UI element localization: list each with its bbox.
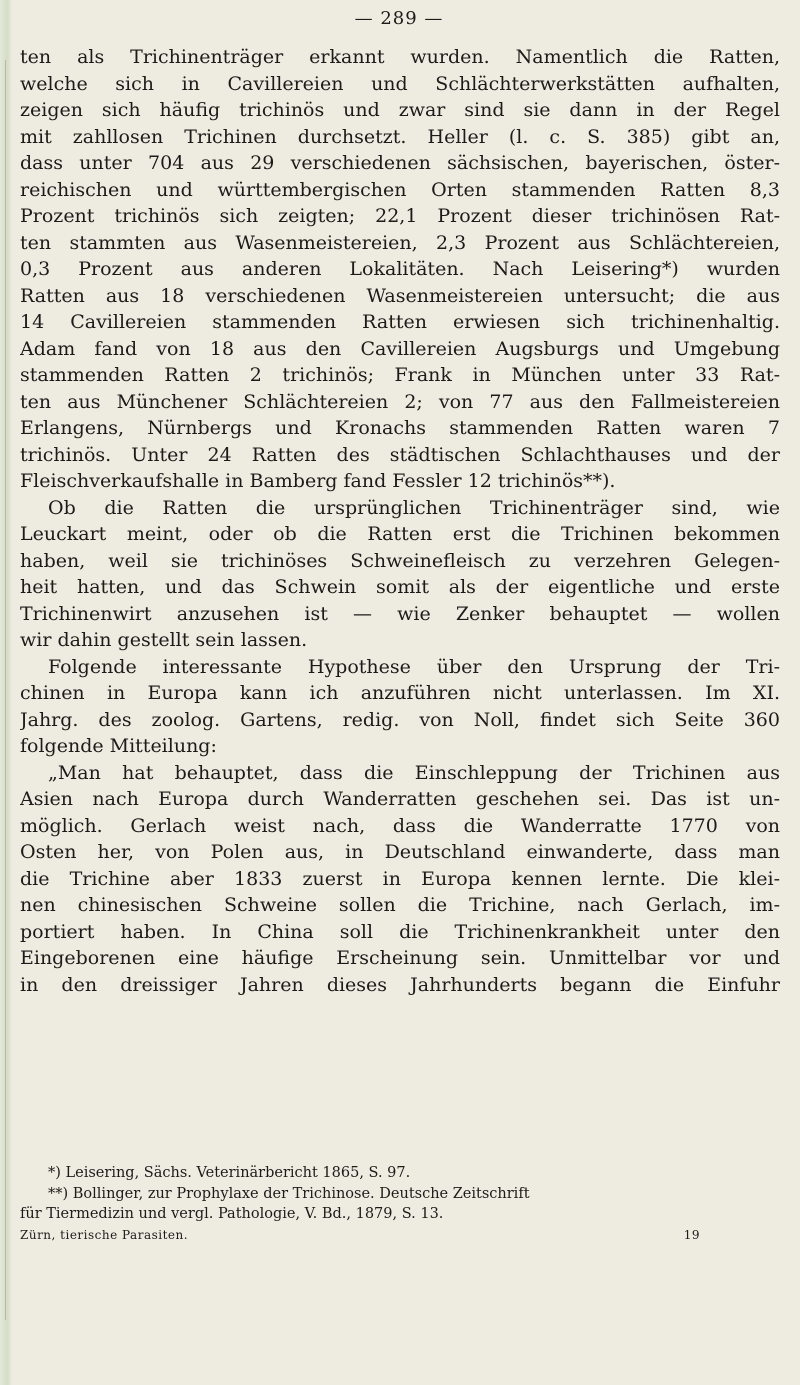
text-line: folgende Mitteilung: <box>20 735 217 757</box>
body-text <box>20 44 780 998</box>
text-line: Ob die Ratten die ursprünglichen Trichinenträger sind, wie <box>48 496 780 519</box>
text-line: Prozent trichinös sich zeigten; 22,1 Prozent dieser trichinösen Rat- <box>20 205 780 227</box>
text-line: Asien nach Europa durch Wanderratten geschehen sei. Das ist un- <box>20 788 780 810</box>
text-line: portiert haben. In China soll die Trichinenkrankheit unter den <box>20 920 780 943</box>
text-line: wir dahin gestellt sein lassen. <box>20 629 308 651</box>
text-line: trichinös. Unter 24 Ratten des städtischen Schlachthauses und der <box>20 443 780 466</box>
text-line: ten als Trichinenträger erkannt wurden. Namentlich die Ratten, <box>20 46 780 68</box>
text-line: heit hatten, und das Schwein somit als der eigentliche und erste <box>20 576 780 598</box>
text-line: ten aus Münchener Schlächtereien 2; von 77 aus den Fallmeistereien <box>20 390 780 413</box>
text-line: Folgende interessante Hypothese über den Ursprung der Tri- <box>48 655 780 678</box>
text-line: mit zahllosen Trichinen durchsetzt. Heller (l. c. S. 385) gibt an, <box>20 125 780 148</box>
footnote: für Tiermedizin und vergl. Pathologie, V. Bd., 1879, S. 13. <box>20 1206 444 1222</box>
text-line: „Man hat behauptet, dass die Einschleppung der Trichinen aus <box>48 761 780 784</box>
text-line: ten stammten aus Wasenmeistereien, 2,3 Prozent aus Schlächtereien, <box>20 231 780 254</box>
text-line: Eingeborenen eine häufige Erscheinung sein. Unmittelbar vor und <box>20 947 780 969</box>
text-line: dass unter 704 aus 29 verschiedenen sächsischen, bayerischen, öster- <box>20 152 780 174</box>
signature-line <box>20 1225 780 1246</box>
text-line: Osten her, von Polen aus, in Deutschland einwanderte, dass man <box>20 841 780 863</box>
text-line: in den dreissiger Jahren dieses Jahrhunderts begann die Einfuhr <box>20 973 780 996</box>
footnotes <box>20 1163 780 1245</box>
gutter-line <box>5 60 6 1320</box>
page-number: — 289 — <box>354 8 444 29</box>
text-line: stammenden Ratten 2 trichinös; Frank in München unter 33 Rat- <box>20 364 780 386</box>
text-line: zeigen sich häufig trichinös und zwar sind sie dann in der Regel <box>20 99 780 121</box>
text-line: die Trichine aber 1833 zuerst in Europa kennen lernte. Die klei- <box>20 867 780 890</box>
text-line: reichischen und württembergischen Orten stammenden Ratten 8,3 <box>20 178 780 201</box>
text-line: Erlangens, Nürnbergs und Kronachs stammenden Ratten waren 7 <box>20 417 780 439</box>
signature-sheet-number: 19 <box>683 1227 700 1242</box>
text-line: Trichinenwirt anzusehen ist — wie Zenker behauptet — wollen <box>20 602 780 625</box>
signature-author: Zürn, tierische Parasiten. <box>20 1227 189 1242</box>
text-line: nen chinesischen Schweine sollen die Trichine, nach Gerlach, im- <box>20 894 780 916</box>
text-line: Adam fand von 18 aus den Cavillereien Augsburgs und Umgebung <box>20 337 780 360</box>
text-line: Jahrg. des zoolog. Gartens, redig. von Noll, findet sich Seite 360 <box>20 708 780 731</box>
text-line: welche sich in Cavillereien und Schlächterwerkstätten aufhalten, <box>20 72 780 95</box>
text-line: möglich. Gerlach weist nach, dass die Wanderratte 1770 von <box>20 814 780 837</box>
book-page <box>14 0 784 1385</box>
text-line: haben, weil sie trichinöses Schweinefleisch zu verzehren Gelegen- <box>20 549 780 572</box>
text-line: Leuckart meint, oder ob die Ratten erst die Trichinen bekommen <box>20 523 780 545</box>
book-spine-shadow <box>0 0 12 1385</box>
text-line: 0,3 Prozent aus anderen Lokalitäten. Nach Leisering*) wurden <box>20 258 780 280</box>
text-line: 14 Cavillereien stammenden Ratten erwiesen sich trichinenhaltig. <box>20 311 780 333</box>
footnote: *) Leisering, Sächs. Veterinärbericht 1865, S. 97. <box>48 1165 411 1181</box>
text-line: Ratten aus 18 verschiedenen Wasenmeistereien untersucht; die aus <box>20 284 780 307</box>
text-line: Fleischverkaufshalle in Bamberg fand Fessler 12 trichinös**). <box>20 470 616 492</box>
text-line: chinen in Europa kann ich anzuführen nicht unterlassen. Im XI. <box>20 682 780 704</box>
footnote: **) Bollinger, zur Prophylaxe der Trichinose. Deutsche Zeitschrift <box>48 1185 530 1202</box>
